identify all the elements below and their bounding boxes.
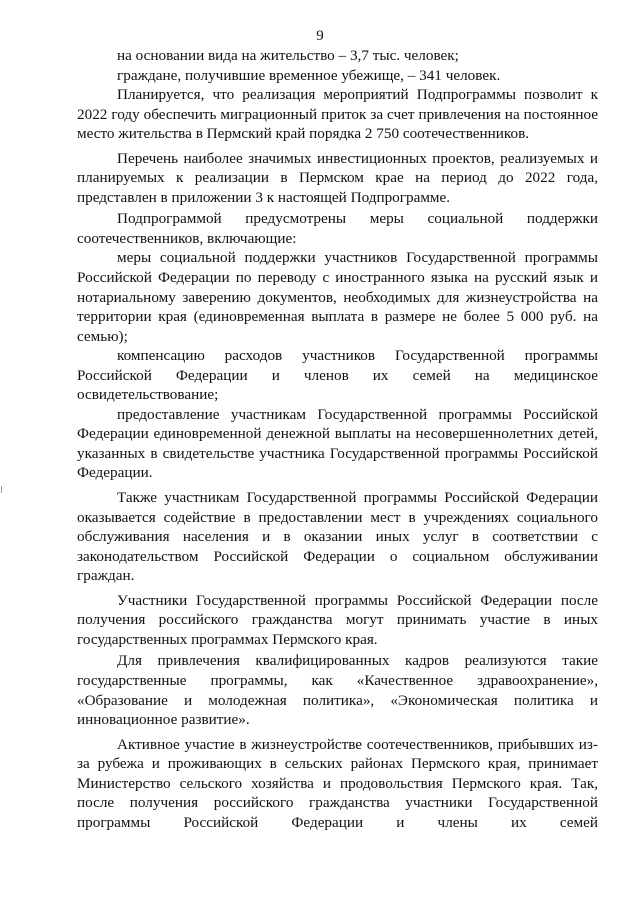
paragraph-residence-permit: на основании вида на жительство – 3,7 тыс. человек; <box>117 47 459 64</box>
paragraph-medical-compensation: компенсацию расходов участников Государственной программы Российской Федерации и членов их семей на медицинское освидетельствование; <box>77 347 598 404</box>
paragraph-temporary-asylum: граждане, получившие временное убежище, – 341 человек. <box>117 66 501 84</box>
paragraph-qualified-personnel: Для привлечения квалифицированных кадров реализуются такие государственные программы, как «Качественное здравоохранение», «Образование и молодежная политика», «Экономическая политика и инновационное развитие». <box>77 652 598 729</box>
scan-edge-mark <box>1 486 2 493</box>
document-body <box>77 46 598 832</box>
paragraph-other-programs: Участники Государственной программы Российской Федерации после получения российского гражданства могут принимать участие в иных государственных программах Пермского края. <box>77 591 598 648</box>
paragraph-investment-projects: Перечень наиболее значимых инвестиционных проектов, реализуемых и планируемых к реализации в Пермском крае на период до 2022 года, представлен в приложении 3 к настоящей Подпрограмме. <box>77 149 598 206</box>
paragraph-child-payment: предоставление участникам Государственной программы Российской Федерации единовременной денежной выплаты на несовершеннолетних детей, указанных в свидетельстве участника Государственной программы Российской Федерации. <box>77 405 598 482</box>
paragraph-social-support-intro: Подпрограммой предусмотрены меры социальной поддержки соотечественников, включающие: <box>77 210 598 247</box>
paragraph-migration-inflow: Планируется, что реализация мероприятий Подпрограммы позволит к 2022 году обеспечить миграционный приток за счет привлечения на постоянное место жительства в Пермский край порядка 2 750 соотечественников. <box>77 86 598 143</box>
paragraph-agriculture-ministry: Активное участие в жизнеустройстве соотечественников, прибывших из-за рубежа и проживающих в сельских районах Пермского края, принимает Министерство сельского хозяйства и продовольствия Пермского края. Так, после получения российского гражданства участники Государственной программы Российской Федерации и члены их семей <box>77 735 598 831</box>
paragraph-translation-support: меры социальной поддержки участников Государственной программы Российской Федерации по переводу с иностранного языка на русский язык и нотариальному заверению документов, необходимых для жизнеустройства на территории края (единовременная выплата в размере не более 5 000 руб. на семью); <box>77 249 598 345</box>
page-number: 9 <box>316 28 324 44</box>
paragraph-social-services: Также участникам Государственной программы Российской Федерации оказывается содействие в предоставлении мест в учреждениях социального обслуживания населения и в оказании иных услуг в соответствии с законодательством Российской Федерации о социальном обслуживании граждан. <box>77 489 598 585</box>
